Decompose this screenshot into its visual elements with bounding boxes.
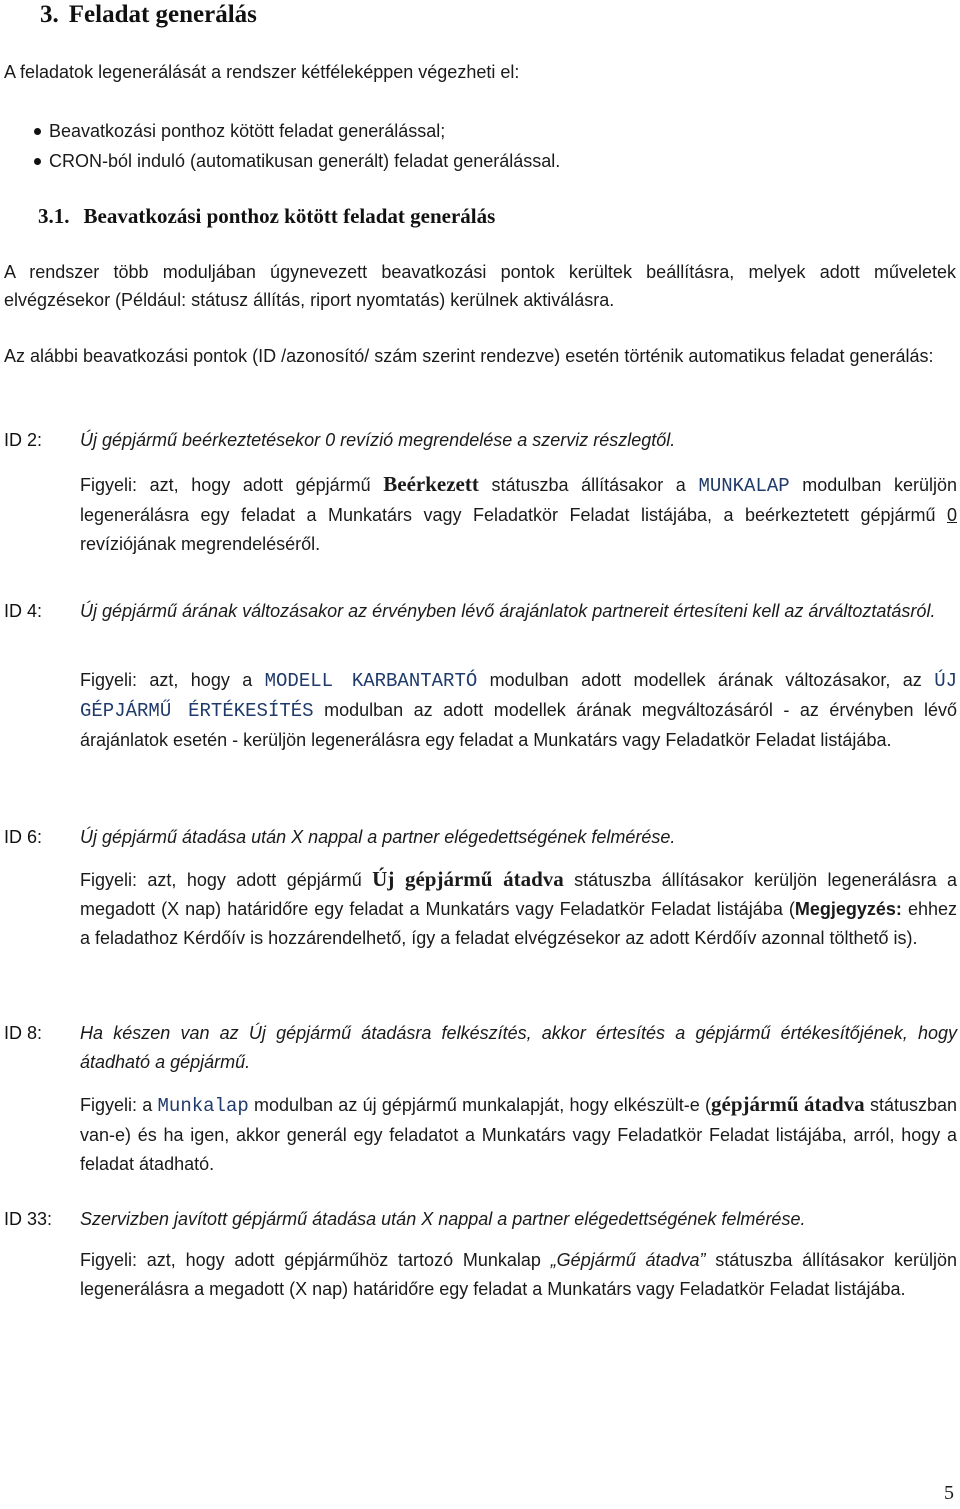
- item-id-4: ID 4:: [4, 601, 43, 621]
- module-name: MUNKALAP: [698, 475, 790, 497]
- subsection-heading: [38, 202, 495, 230]
- item-body-6: Figyeli: azt, hogy adott gépjármű Új gépjármű átadva státuszba állításakor kerüljön legenerálásra a megadott (X nap) határidőre egy feladat a Munkatárs vagy Feladatkör Feladat listájába (Megjegyzés: ehhez a feladathoz Kérdőív is hozzárendelhető, így a feladat elvégzésekor az adott Kérdőív azonnal tölthető is).: [80, 867, 958, 948]
- item-title-8: Ha készen van az Új gépjármű átadásra felkészítés, akkor értesítés a gépjármű értékesítőjének, hogy átadható a gépjármű.: [80, 1023, 957, 1072]
- item-body-33: Figyeli: azt, hogy adott gépjárműhöz tartozó Munkalap „Gépjármű átadva” státuszba állításakor kerüljön legenerálásra a megadott (X nap) határidőre egy feladat a Munkatárs vagy Feladatkör Feladat listájába.: [80, 1250, 957, 1299]
- subsection-number: 3.1.: [38, 204, 70, 228]
- item-title-2: Új gépjármű beérkeztetésekor 0 revízió megrendelése a szerviz részlegtől.: [80, 430, 676, 450]
- section-number: 3.: [40, 1, 59, 28]
- status-name: gépjármű átadva: [711, 1092, 865, 1116]
- bullet-icon: [34, 128, 41, 135]
- item-id-2: ID 2:: [4, 430, 43, 450]
- item-id-8: ID 8:: [4, 1023, 43, 1043]
- item-title-6: Új gépjármű átadása után X nappal a partner elégedettségének felmérése.: [80, 827, 676, 847]
- subsection-title: Beavatkozási ponthoz kötött feladat generálás: [83, 204, 496, 228]
- item-id-33: ID 33:: [4, 1209, 53, 1229]
- paragraph-2: Az alábbi beavatkozási pontok (ID /azonosító/ szám szerint rendezve) esetén történik automatikus feladat generálás:: [4, 346, 934, 366]
- paragraph-1: A rendszer több moduljában úgynevezett beavatkozási pontok kerültek beállításra, melyek adott műveletek elvégzésekor (Például: státusz állítás, riport nyomtatás) kerülnek aktiválásra.: [4, 262, 956, 310]
- item-body-4: Figyeli: azt, hogy a MODELL KARBANTARTÓ modulban adott modellek árának változásakor, az ÚJ GÉPJÁRMŰ ÉRTÉKESÍTÉS modulban az adott modellek árának megváltozásáról - az érvényben lévő árajánlatok esetén - kerüljön legenerálásra egy feladat a Munkatárs vagy Feladatkör Feladat listájába.: [80, 670, 957, 750]
- item-title-4: Új gépjármű árának változásakor az érvényben lévő árajánlatok partnereit értesíteni kell az árváltoztatásról.: [80, 601, 936, 621]
- intro-paragraph: A feladatok legenerálását a rendszer kétféleképpen végezheti el:: [4, 62, 520, 82]
- module-name: MODELL KARBANTARTÓ: [264, 670, 478, 692]
- module-name: Munkalap: [157, 1095, 249, 1117]
- list-item: Beavatkozási ponthoz kötött feladat generálással;: [40, 116, 940, 146]
- item-id-6: ID 6:: [4, 827, 43, 847]
- bullet-icon: [34, 158, 41, 165]
- item-body-8: Figyeli: a Munkalap modulban az új gépjármű munkalapját, hogy elkészült-e (gépjármű átadva státuszban van-e) és ha igen, akkor generál egy feladatot a Munkatárs vagy Feladatkör Feladat listájába, arról, hogy a feladat átadható.: [80, 1092, 957, 1174]
- section-title: Feladat generálás: [68, 1, 257, 28]
- status-name: Új gépjármű átadva: [372, 867, 564, 891]
- status-name: „Gépjármű átadva”: [550, 1250, 706, 1270]
- bullet-list: [40, 116, 940, 176]
- list-item: CRON-ból induló (automatikusan generált) feladat generálással.: [40, 146, 940, 176]
- module-name: ÚJ GÉPJÁRMŰ ÉRTÉKESÍTÉS: [80, 670, 957, 722]
- status-name: Beérkezett: [383, 472, 479, 496]
- section-heading: [40, 0, 257, 30]
- page-number: 5: [944, 1482, 954, 1504]
- item-title-33: Szervizben javított gépjármű átadása után X nappal a partner elégedettségének felmérése.: [80, 1209, 806, 1229]
- item-body-2: Figyeli: azt, hogy adott gépjármű Beérkezett státuszba állításakor a MUNKALAP modulban kerüljön legenerálásra egy feladat a Munkatárs vagy Feladatkör Feladat listájába, a beérkeztetett gépjármű 0 revíziójának megrendeléséről.: [80, 472, 957, 554]
